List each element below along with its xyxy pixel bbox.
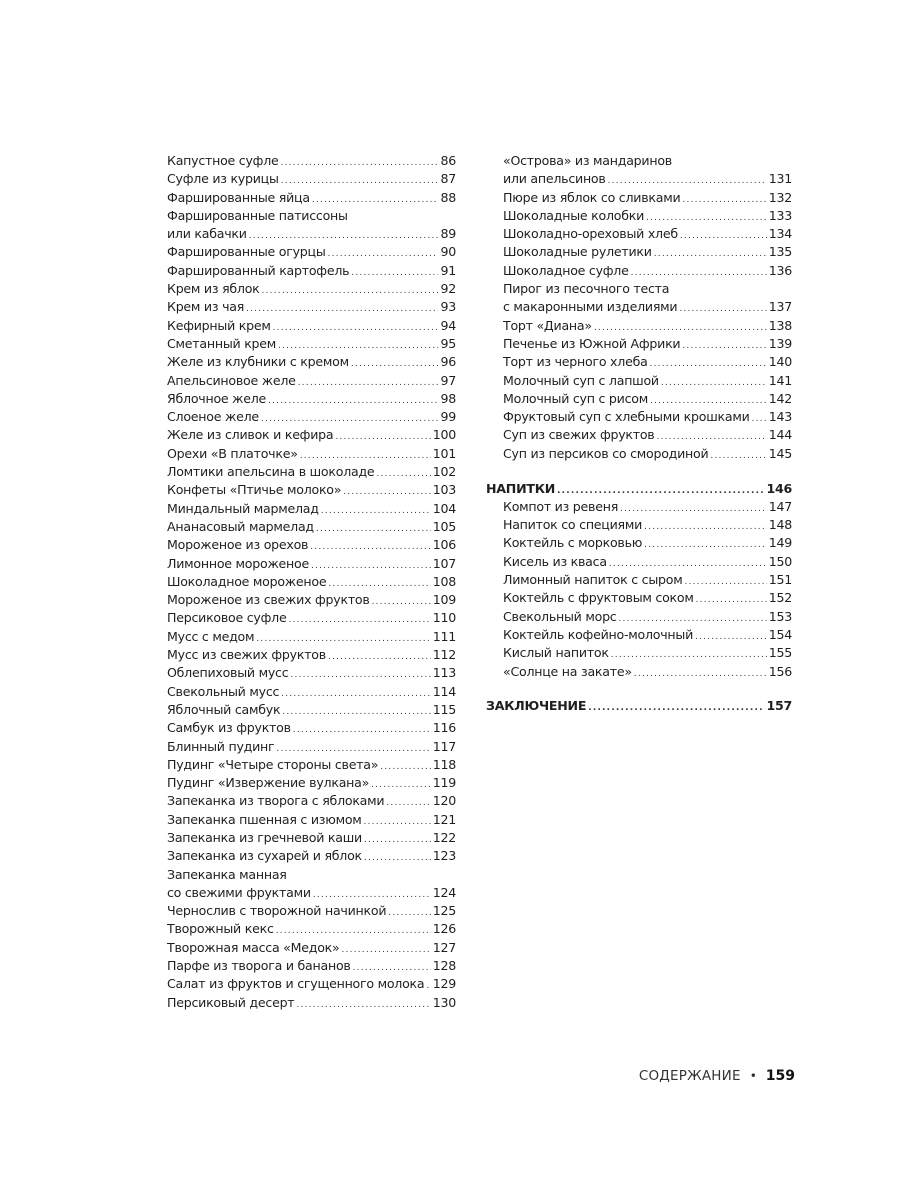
toc-entry: [503, 445, 792, 463]
toc-entry: [167, 518, 456, 536]
toc-entry-title: Молочный суп с лапшой: [503, 372, 659, 388]
toc-entry: [503, 353, 792, 371]
toc-entry: [167, 829, 456, 847]
toc-page-number: 87: [440, 171, 456, 187]
toc-entry: [503, 262, 792, 280]
section-gap: [503, 681, 792, 698]
toc-entry-title: Фаршированные огурцы: [167, 244, 326, 260]
toc-entry-title: Шоколадное суфле: [503, 262, 629, 278]
toc-entry-title: Яблочный самбук: [167, 701, 281, 717]
toc-page-number: 119: [432, 775, 456, 791]
toc-page-number: 113: [432, 665, 456, 681]
toc-page-number: 102: [432, 464, 456, 480]
toc-entry: [167, 628, 456, 646]
dot-leader: [661, 374, 767, 392]
toc-entry-title: Печенье из Южной Африки: [503, 335, 681, 351]
toc-entry-title: или кабачки: [167, 226, 247, 242]
toc-entry: [167, 555, 456, 573]
dot-leader: [246, 300, 438, 318]
toc-page-number: 107: [432, 555, 456, 571]
toc-entry: [503, 571, 792, 589]
toc-entry: [167, 866, 456, 884]
toc-entry-title: Коктейль с морковью: [503, 535, 643, 551]
toc-entry: [167, 262, 456, 280]
toc-entry-title: Сметанный крем: [167, 335, 277, 351]
toc-entry: [167, 500, 456, 518]
toc-entry: [167, 847, 456, 865]
dot-leader: [293, 721, 431, 739]
toc-entry: [167, 317, 456, 335]
toc-entry-title: Суп из персиков со смородиной: [503, 445, 709, 461]
toc-entry: [167, 390, 456, 408]
toc-entry: [503, 225, 792, 243]
toc-page-number: 88: [440, 189, 456, 205]
toc-entry: [167, 170, 456, 188]
toc-entry: [167, 609, 456, 627]
toc-page-number: 152: [768, 590, 792, 606]
toc-entry: [503, 626, 792, 644]
toc-page-number: 91: [440, 262, 456, 278]
toc-entry-title: с макаронными изделиями: [503, 299, 678, 315]
toc-entry-title: ЗАКЛЮЧЕНИЕ: [486, 698, 587, 714]
toc-page-number: 89: [440, 226, 456, 242]
toc-page-number: 125: [432, 903, 456, 919]
toc-page-number: 94: [440, 317, 456, 333]
toc-entry: [167, 756, 456, 774]
dot-leader: [262, 282, 439, 300]
dot-leader: [386, 794, 430, 812]
toc-page-number: 128: [432, 958, 456, 974]
toc-entry-title: Салат из фруктов и сгущенного молока: [167, 976, 425, 992]
toc-page-number: 138: [768, 317, 792, 333]
toc-page-number: 149: [768, 535, 792, 551]
toc-entry-title: «Солнце на закате»: [503, 663, 632, 679]
toc-entry-title: Миндальный мармелад: [167, 500, 319, 516]
dot-leader: [611, 646, 767, 664]
toc-entry: [167, 481, 456, 499]
toc-entry: [167, 372, 456, 390]
toc-page-number: 95: [440, 335, 456, 351]
toc-entry-title: Фруктовый суп с хлебными крошками: [503, 409, 750, 425]
dot-leader: [696, 591, 767, 609]
toc-page-number: 96: [440, 354, 456, 370]
toc-entry-title: Мусс из свежих фруктов: [167, 647, 326, 663]
toc-entry-title: Запеканка из творога с яблоками: [167, 793, 385, 809]
toc-entry: [167, 939, 456, 957]
toc-entry: [167, 664, 456, 682]
toc-entry-title: Яблочное желе: [167, 390, 267, 406]
toc-entry-title: Творожная масса «Медок»: [167, 939, 340, 955]
toc-entry: [503, 426, 792, 444]
toc-entry: [503, 207, 792, 225]
toc-entry-title: Фаршированные патиссоны: [167, 207, 348, 223]
toc-entry-title: Блинный пудинг: [167, 738, 275, 754]
toc-entry: [167, 957, 456, 975]
toc-entry-title: Шоколадные колобки: [503, 207, 645, 223]
toc-page-number: 135: [768, 244, 792, 260]
toc-page-number: 153: [768, 608, 792, 624]
toc-page-number: 111: [432, 628, 456, 644]
toc-entry: [503, 589, 792, 607]
toc-entry: [503, 608, 792, 626]
dot-leader: [273, 319, 439, 337]
toc-entry-title: Персиковое суфле: [167, 610, 287, 626]
dot-leader: [376, 465, 430, 483]
dot-leader: [426, 977, 430, 995]
toc-entry: [167, 225, 456, 243]
toc-page-number: 90: [440, 244, 456, 260]
toc-page-number: 118: [432, 756, 456, 772]
dot-leader: [680, 227, 767, 245]
toc-entry-title: Орехи «В платочке»: [167, 445, 298, 461]
toc-entry-title: Конфеты «Птичье молоко»: [167, 482, 342, 498]
toc-entry-title: Творожный кекс: [167, 921, 274, 937]
toc-entry-title: Слоеное желе: [167, 409, 259, 425]
toc-entry-title: Кисель из кваса: [503, 553, 607, 569]
toc-entry-title: Шоколадно-ореховый хлеб: [503, 226, 678, 242]
toc-entry-title: Самбук из фруктов: [167, 720, 291, 736]
toc-entry: [503, 335, 792, 353]
dot-leader: [679, 300, 766, 318]
toc-entry-title: Лимонное мороженое: [167, 555, 309, 571]
toc-page-number: 131: [768, 171, 792, 187]
dot-leader: [343, 483, 430, 501]
dot-leader: [268, 392, 438, 410]
dot-leader: [282, 703, 430, 721]
toc-entry: [167, 426, 456, 444]
toc-entry-title: Суп из свежих фруктов: [503, 427, 655, 443]
toc-page-number: 137: [768, 299, 792, 315]
toc-page-number: 99: [440, 409, 456, 425]
toc-entry-title: Крем из яблок: [167, 281, 260, 297]
toc-entry-title: Ломтики апельсина в шоколаде: [167, 464, 375, 480]
toc-entry-title: Крем из чая: [167, 299, 245, 315]
toc-page-number: 126: [432, 921, 456, 937]
toc-entry-title: Торт из черного хлеба: [503, 354, 648, 370]
toc-page-number: 144: [768, 427, 792, 443]
toc-page-number: 142: [768, 390, 792, 406]
dot-leader: [644, 518, 767, 536]
toc-page-number: 114: [432, 683, 456, 699]
dot-leader: [341, 941, 430, 959]
toc-page-number: 154: [768, 626, 792, 642]
toc-entry: [167, 792, 456, 810]
toc-page-number: 157: [766, 698, 792, 714]
toc-page-number: 123: [432, 848, 456, 864]
toc-entry-title: Кефирный крем: [167, 317, 271, 333]
dot-leader: [310, 538, 430, 556]
dot-leader: [351, 264, 438, 282]
toc-entry: [503, 280, 792, 298]
toc-entry-title: Запеканка из гречневой каши: [167, 829, 362, 845]
toc-page-number: 147: [768, 498, 792, 514]
toc-entry: [167, 975, 456, 993]
toc-page-number: 151: [768, 572, 792, 588]
toc-page-number: 109: [432, 592, 456, 608]
footer-bullet: •: [749, 1069, 757, 1083]
toc-page-number: 117: [432, 738, 456, 754]
dot-leader: [695, 628, 767, 646]
toc-entry-title: Пудинг «Четыре стороны света»: [167, 756, 379, 772]
toc-page-number: 132: [768, 189, 792, 205]
toc-entry: [167, 591, 456, 609]
toc-entry-title: Свекольный мусс: [167, 683, 280, 699]
toc-entry: [503, 516, 792, 534]
toc-page-number: 155: [768, 645, 792, 661]
toc-entry-title: Торт «Диана»: [503, 317, 592, 333]
dot-leader: [321, 502, 431, 520]
toc-page-number: 122: [432, 829, 456, 845]
toc-entry-title: «Острова» из мандаринов: [503, 153, 672, 168]
toc-page-number: 112: [432, 647, 456, 663]
dot-leader: [351, 355, 439, 373]
toc-page-number: 110: [432, 610, 456, 626]
toc-entry: [167, 243, 456, 261]
toc-page-number: 106: [432, 537, 456, 553]
dot-leader: [650, 355, 767, 373]
toc-entry: [167, 701, 456, 719]
toc-section-heading: [486, 697, 792, 715]
toc-entry-title: Суфле из курицы: [167, 171, 279, 187]
dot-leader: [388, 904, 430, 922]
toc-page-number: 148: [768, 517, 792, 533]
toc-entry-title: Пюре из яблок со сливками: [503, 189, 681, 205]
toc-page-number: 146: [766, 480, 792, 496]
dot-leader: [682, 191, 766, 209]
toc-page-number: 143: [768, 409, 792, 425]
toc-entry: [167, 920, 456, 938]
toc-entry-title: Запеканка из сухарей и яблок: [167, 848, 362, 864]
toc-page-number: 115: [432, 701, 456, 717]
toc-section-heading: [486, 480, 792, 498]
toc-page-number: 139: [768, 335, 792, 351]
toc-entry-title: Желе из сливок и кефира: [167, 427, 334, 443]
dot-leader: [588, 699, 764, 717]
toc-page-number: 145: [768, 445, 792, 461]
toc-entry: [167, 994, 456, 1012]
toc-entry: [503, 408, 792, 426]
dot-leader: [296, 996, 430, 1014]
toc-entry-title: Капустное суфле: [167, 153, 279, 168]
dot-leader: [311, 557, 431, 575]
dot-leader: [316, 520, 431, 538]
toc-entry: [503, 372, 792, 390]
toc-entry: [167, 811, 456, 829]
toc-page-number: 124: [432, 884, 456, 900]
toc-entry-title: Желе из клубники с кремом: [167, 354, 349, 370]
toc-entry-title: Молочный суп с рисом: [503, 390, 648, 406]
toc-page-number: 86: [440, 153, 456, 168]
toc-entry-title: Апельсиновое желе: [167, 372, 296, 388]
toc-entry: [167, 463, 456, 481]
toc-entry-title: Свекольный морс: [503, 608, 617, 624]
toc-entry-title: НАПИТКИ: [486, 480, 556, 496]
page-number: 159: [765, 1068, 795, 1084]
toc-entry: [167, 683, 456, 701]
toc-entry-title: Пирог из песочного теста: [503, 281, 670, 297]
toc-entry-title: Запеканка пшенная с изюмом: [167, 811, 362, 827]
toc-entry: [503, 189, 792, 207]
toc-entry: [167, 573, 456, 591]
dot-leader: [682, 337, 766, 355]
toc-entry-title: Парфе из творога и бананов: [167, 958, 351, 974]
toc-entry: [503, 498, 792, 516]
toc-entry-title: или апельсинов: [503, 171, 606, 187]
dot-leader: [281, 685, 431, 703]
toc-entry: [167, 646, 456, 664]
toc-page-number: 127: [432, 939, 456, 955]
toc-entry: [167, 152, 456, 170]
toc-page-number: 130: [432, 994, 456, 1010]
toc-entry: [503, 317, 792, 335]
toc-entry: [503, 298, 792, 316]
dot-leader: [335, 428, 430, 446]
toc-page-number: 97: [440, 372, 456, 388]
toc-entry-title: Кислый напиток: [503, 645, 609, 661]
toc-page-number: 120: [432, 793, 456, 809]
dot-leader: [380, 758, 430, 776]
dot-leader: [654, 245, 767, 263]
toc-page-number: 136: [768, 262, 792, 278]
toc-entry-title: Мороженое из орехов: [167, 537, 309, 553]
toc-page-number: 93: [440, 299, 456, 315]
toc-entry-title: Персиковый десерт: [167, 994, 295, 1010]
toc-entry: [167, 353, 456, 371]
footer-section-title: СОДЕРЖАНИЕ: [638, 1068, 741, 1084]
toc-page-number: 105: [432, 518, 456, 534]
toc-entry: [167, 207, 456, 225]
dot-leader: [364, 813, 431, 831]
toc-entry: [167, 536, 456, 554]
toc-entry-title: Напиток со специями: [503, 517, 643, 533]
toc-entry: [503, 243, 792, 261]
toc-entry-title: Мороженое из свежих фруктов: [167, 592, 370, 608]
toc-page-number: 133: [768, 207, 792, 223]
toc-entry: [167, 408, 456, 426]
toc-entry-title: Запеканка манная: [167, 866, 287, 882]
toc-page-number: 103: [432, 482, 456, 498]
toc-entry-title: Фаршированный картофель: [167, 262, 350, 278]
dot-leader: [644, 536, 767, 554]
toc-page-number: 98: [440, 390, 456, 406]
toc-page-number: 92: [440, 281, 456, 297]
dot-leader: [710, 447, 766, 465]
dot-leader: [281, 154, 439, 172]
toc-page-number: 140: [768, 354, 792, 370]
toc-column-right: [486, 152, 792, 716]
toc-entry-title: Коктейль кофейно-молочный: [503, 626, 694, 642]
dot-leader: [364, 831, 431, 849]
toc-page-number: 121: [432, 811, 456, 827]
dot-leader: [372, 593, 431, 611]
toc-column-left: [167, 152, 456, 1012]
dot-leader: [684, 573, 766, 591]
dot-leader: [328, 648, 431, 666]
toc-entry-title: Ананасовый мармелад: [167, 518, 314, 534]
toc-entry: [167, 884, 456, 902]
toc-entry: [167, 445, 456, 463]
toc-entry: [503, 644, 792, 662]
running-footer: [639, 1068, 795, 1084]
toc-entry: [167, 902, 456, 920]
toc-entry-title: Компот из ревеня: [503, 498, 619, 514]
toc-entry-title: Лимонный напиток с сыром: [503, 572, 683, 588]
toc-entry: [167, 738, 456, 756]
toc-entry-title: Шоколадное мороженое: [167, 573, 327, 589]
toc-page-number: 100: [432, 427, 456, 443]
toc-page-number: 108: [432, 573, 456, 589]
toc-entry: [503, 553, 792, 571]
toc-entry: [503, 152, 792, 170]
toc-page-number: 156: [768, 663, 792, 679]
toc-entry-title: со свежими фруктами: [167, 884, 311, 900]
toc-page-number: 104: [432, 500, 456, 516]
toc-entry-title: Шоколадные рулетики: [503, 244, 652, 260]
toc-entry: [503, 534, 792, 552]
toc-entry: [167, 335, 456, 353]
toc-entry-title: Мусс с медом: [167, 628, 255, 644]
toc-entry: [503, 663, 792, 681]
toc-entry: [167, 774, 456, 792]
toc-page-number: 129: [432, 976, 456, 992]
dot-leader: [364, 849, 431, 867]
toc-entry-title: Пудинг «Извержение вулкана»: [167, 775, 370, 791]
dot-leader: [290, 666, 430, 684]
toc-page-number: 141: [768, 372, 792, 388]
toc-entry: [167, 298, 456, 316]
toc-entry: [503, 170, 792, 188]
dot-leader: [752, 410, 767, 428]
toc-entry: [167, 280, 456, 298]
toc-entry: [167, 189, 456, 207]
toc-entry-title: Чернослив с творожной начинкой: [167, 903, 387, 919]
toc-entry-title: Коктейль с фруктовым соком: [503, 590, 694, 606]
toc-entry: [167, 719, 456, 737]
toc-entry: [503, 390, 792, 408]
toc-page-number: 101: [432, 445, 456, 461]
dot-leader: [634, 665, 767, 683]
section-gap: [503, 463, 792, 480]
toc-page-number: 134: [768, 226, 792, 242]
toc-entry-title: Фаршированные яйца: [167, 189, 310, 205]
toc-page-number: 150: [768, 553, 792, 569]
dot-leader: [298, 374, 439, 392]
dot-leader: [288, 611, 430, 629]
toc-entry-title: Облепиховый мусс: [167, 665, 289, 681]
toc-page-number: 116: [432, 720, 456, 736]
